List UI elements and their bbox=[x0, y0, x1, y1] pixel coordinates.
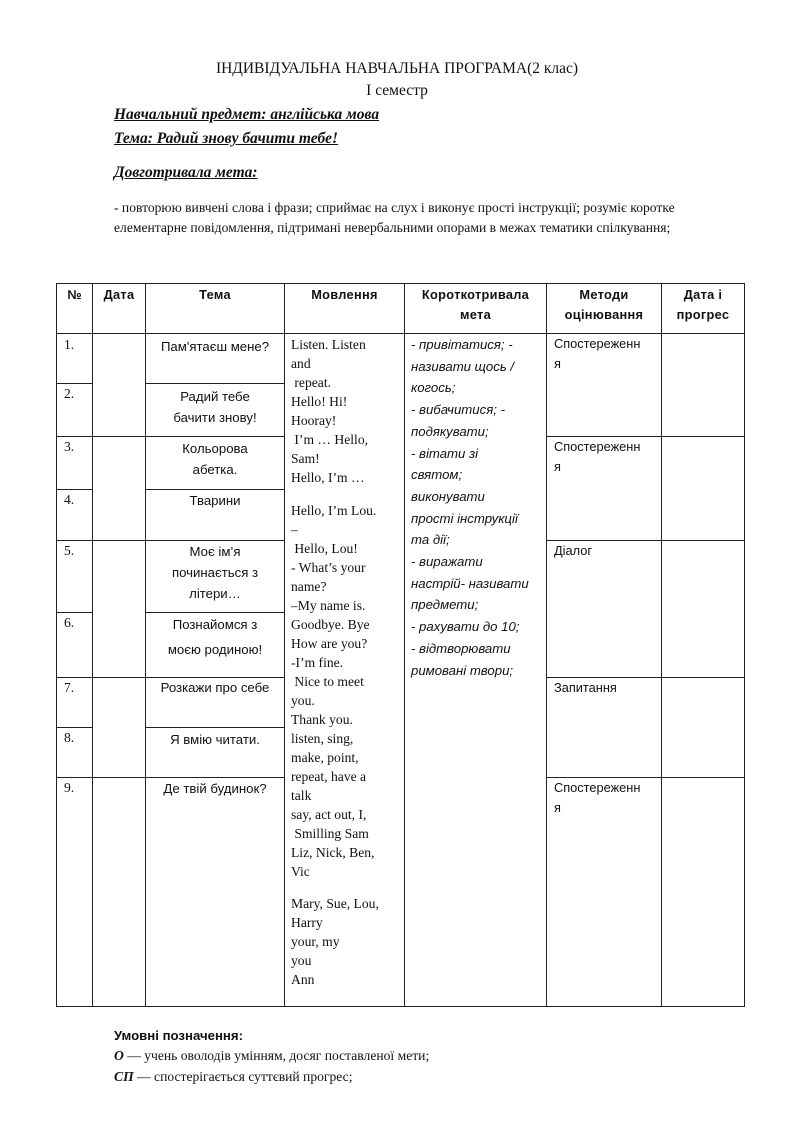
text-line: когось; bbox=[411, 380, 456, 396]
text-line: you bbox=[291, 953, 312, 969]
text-line: - What’s your bbox=[291, 559, 366, 575]
text-line: прості інструкції bbox=[411, 510, 518, 526]
text-line: and bbox=[291, 356, 311, 371]
text-line: -I’m fine. bbox=[291, 654, 344, 670]
topic-line: Тема: Радий знову бачити тебе! bbox=[114, 130, 339, 147]
topic-cell bbox=[145, 778, 285, 799]
legend-code: СП bbox=[114, 1069, 134, 1084]
text-line: - виражати bbox=[411, 554, 483, 570]
long-term-goal-heading: Довготривала мета: bbox=[114, 164, 258, 181]
topic-cell bbox=[145, 438, 285, 480]
method-line: Діалог bbox=[554, 543, 593, 558]
text-line: - рахувати до 10; bbox=[411, 619, 520, 635]
header-line: мета bbox=[460, 307, 491, 322]
row-number: 5. bbox=[64, 543, 75, 558]
text-line: name? bbox=[291, 578, 327, 594]
column-header-date: Дата bbox=[103, 287, 135, 302]
topic-line: Розкажи про себе bbox=[160, 680, 270, 695]
method-cell bbox=[554, 541, 592, 561]
short-goal-cell bbox=[411, 334, 529, 681]
text-line: настрій- називати bbox=[411, 575, 529, 591]
text-line: предмети; bbox=[411, 597, 479, 613]
text-line: Goodbye. Bye bbox=[291, 616, 370, 632]
column-header-number: № bbox=[67, 287, 82, 302]
method-line: Спостереженн bbox=[554, 439, 641, 454]
method-line: я bbox=[554, 356, 561, 371]
topic-line: Радий тебе bbox=[180, 389, 250, 404]
text-line: Listen. Listen bbox=[291, 337, 366, 352]
legend-heading: Умовні позначення: bbox=[114, 1028, 243, 1043]
legend-item bbox=[114, 1069, 352, 1085]
text-line bbox=[291, 487, 379, 501]
subject-line: Навчальний предмет: англійська мова bbox=[114, 106, 380, 123]
text-line: – bbox=[291, 521, 298, 537]
text-line: називати щось / bbox=[411, 358, 515, 374]
text-line: римовані твори; bbox=[411, 662, 514, 678]
method-cell bbox=[554, 778, 640, 818]
text-line: Smilling Sam bbox=[291, 825, 369, 841]
topic-line: абетка. bbox=[192, 462, 238, 477]
method-line: я bbox=[554, 800, 561, 815]
topic-line: бачити знову! bbox=[173, 410, 257, 425]
method-cell bbox=[554, 678, 617, 698]
text-line: святом; bbox=[411, 467, 463, 483]
topic-line: літери… bbox=[189, 586, 241, 601]
speech-cell bbox=[291, 335, 379, 989]
row-number: 2. bbox=[64, 386, 75, 401]
legend-text: — спостерігається суттєвий прогрес; bbox=[133, 1069, 353, 1084]
long-term-goal-text: - повторюю вивчені слова і фрази; сприймає на слух і виконує прості інструкції; розуміє коротке елементарне повідомлення, підтримані невербальними опорами в межах тематики спілкування; bbox=[114, 200, 675, 235]
row-number: 6. bbox=[64, 615, 75, 630]
topic-cell bbox=[145, 614, 285, 664]
text-line: make, point, bbox=[291, 749, 359, 765]
text-line: - вітати зі bbox=[411, 445, 479, 461]
text-line: та дії; bbox=[411, 532, 450, 548]
text-line: Liz, Nick, Ben, bbox=[291, 844, 375, 860]
text-line: - вибачитися; - bbox=[411, 402, 505, 418]
row-number: 9. bbox=[64, 780, 75, 795]
method-line: я bbox=[554, 459, 561, 474]
text-line: виконувати bbox=[411, 488, 485, 504]
topic-cell bbox=[145, 541, 285, 604]
text-line: –My name is. bbox=[291, 597, 366, 613]
text-line: Thank you. bbox=[291, 711, 353, 727]
legend-text: — учень оволодів умінням, досяг поставленої мети; bbox=[123, 1048, 430, 1063]
text-line: Hello! Hi! bbox=[291, 394, 348, 409]
text-line: say, act out, I, bbox=[291, 806, 367, 822]
row-number: 8. bbox=[64, 730, 75, 745]
row-number: 7. bbox=[64, 680, 75, 695]
text-line: - привітатися; - bbox=[411, 337, 513, 352]
text-line: Mary, Sue, Lou, bbox=[291, 896, 379, 912]
topic-line: Моє ім’я bbox=[189, 544, 241, 559]
text-line: your, my bbox=[291, 934, 340, 950]
text-line: Hooray! bbox=[291, 413, 337, 428]
row-number: 4. bbox=[64, 492, 75, 507]
text-line: talk bbox=[291, 787, 312, 803]
text-line: Ann bbox=[291, 972, 315, 988]
text-line: repeat. bbox=[291, 375, 331, 390]
text-line: I’m … Hello, bbox=[291, 432, 369, 447]
topic-line: Познайомся з bbox=[172, 617, 258, 632]
legend-item bbox=[114, 1048, 429, 1064]
text-line bbox=[291, 881, 379, 895]
method-line: Спостереженн bbox=[554, 336, 641, 351]
header-line: Методи bbox=[579, 287, 629, 302]
method-line: Запитання bbox=[554, 680, 617, 695]
topic-line: моєю родиною! bbox=[167, 642, 263, 657]
row-number: 1. bbox=[64, 337, 75, 352]
legend-code: О bbox=[114, 1048, 124, 1063]
method-cell bbox=[554, 334, 640, 374]
column-header-methods bbox=[546, 285, 662, 325]
document-title: ІНДИВІДУАЛЬНА НАВЧАЛЬНА ПРОГРАМА(2 клас) bbox=[215, 60, 579, 77]
semester-label: І семестр bbox=[366, 82, 428, 99]
topic-line: Де твій будинок? bbox=[163, 781, 267, 796]
text-line: Hello, I’m Lou. bbox=[291, 502, 377, 518]
topic-line: Кольорова bbox=[182, 441, 248, 456]
topic-cell bbox=[145, 386, 285, 428]
text-line: Hello, I’m … bbox=[291, 470, 365, 485]
column-header-short-goal bbox=[404, 285, 547, 325]
topic-line: починається з bbox=[171, 565, 259, 580]
topic-cell bbox=[145, 336, 285, 357]
column-header-topic: Тема bbox=[199, 287, 231, 302]
column-header-progress bbox=[661, 285, 745, 325]
text-line: listen, sing, bbox=[291, 730, 354, 746]
topic-cell bbox=[145, 729, 285, 750]
method-cell bbox=[554, 437, 640, 477]
header-line: оцінювання bbox=[564, 307, 644, 322]
method-line: Спостереженн bbox=[554, 780, 641, 795]
text-line: подякувати; bbox=[411, 423, 489, 439]
row-number: 3. bbox=[64, 439, 75, 454]
topic-cell bbox=[145, 490, 285, 511]
text-line: Sam! bbox=[291, 451, 320, 466]
text-line: Vic bbox=[291, 863, 310, 879]
column-header-speech: Мовлення bbox=[311, 287, 378, 302]
text-line: repeat, have a bbox=[291, 768, 367, 784]
text-line: - відтворювати bbox=[411, 640, 511, 656]
header-line: Дата і bbox=[683, 287, 723, 302]
text-line: How are you? bbox=[291, 635, 368, 651]
text-line: Harry bbox=[291, 915, 323, 931]
topic-cell bbox=[145, 677, 285, 698]
topic-line: Я вмію читати. bbox=[170, 732, 260, 747]
text-line: you. bbox=[291, 692, 315, 708]
text-line: Hello, Lou! bbox=[291, 540, 358, 556]
topic-line: Тварини bbox=[189, 493, 241, 508]
topic-line: Пам'ятаєш мене? bbox=[160, 339, 270, 354]
header-line: Короткотривала bbox=[421, 287, 530, 302]
text-line: Nice to meet bbox=[291, 673, 364, 689]
header-line: прогрес bbox=[676, 307, 730, 322]
